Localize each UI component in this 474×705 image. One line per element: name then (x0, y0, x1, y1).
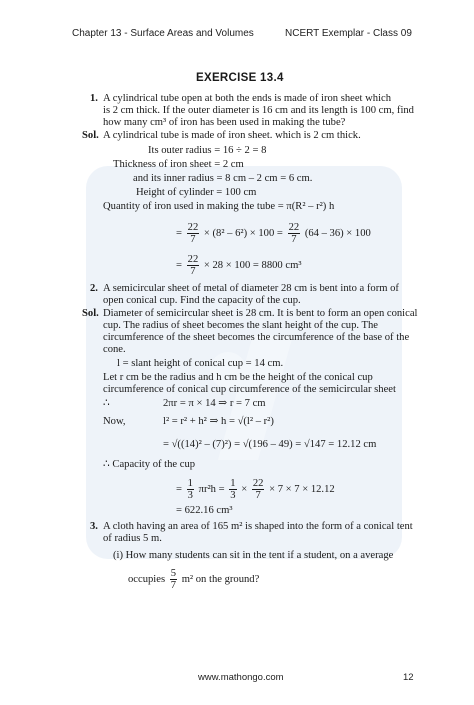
sol1-line-3: Thickness of iron sheet = 2 cm (113, 159, 244, 170)
fraction-1-3: $\frac{1}{3}$ (230, 478, 236, 501)
sol2-now: Now, (103, 416, 126, 427)
sol1-line-2: Its outer radius = 16 ÷ 2 = 8 (148, 145, 267, 156)
q2-line-1: A semicircular sheet of metal of diameter 28 cm is bent into a form of (103, 283, 399, 294)
sol1-line-1: A cylindrical tube is made of iron sheet. which is 2 cm thick. (103, 130, 361, 141)
sol1-line-6: Quantity of iron used in making the tube = π(R² – r²) h (103, 201, 335, 212)
sol2-line-6: Let r cm be the radius and h cm be the height of the conical cup (103, 372, 373, 383)
header-book: NCERT Exemplar - Class 09 (285, 28, 412, 39)
sol2-therefore: ∴ (103, 398, 110, 409)
fraction-22-7: $\frac{22}{7}$ (288, 222, 300, 245)
footer-url: www.mathongo.com (198, 672, 284, 683)
exercise-title: EXERCISE 13.4 (196, 72, 284, 84)
footer-page-number: 12 (403, 672, 414, 683)
sol2-line-10: = √((14)² – (7)²) = √(196 – 49) = √147 = 12.12 cm (163, 439, 377, 450)
q1-line-1: A cylindrical tube open at both the ends is made of iron sheet which (103, 93, 392, 104)
sol1-eq2: = $\frac{22}{7}$ × 28 × 100 = 8800 cm³ (176, 254, 302, 277)
fraction-5-7: $\frac{5}{7}$ (170, 568, 177, 591)
q3-part-i: (i) How many students can sit in the tent if a student, on a average (113, 550, 394, 561)
q1-line-3: how many cm³ of iron has been used in making the tube? (103, 117, 346, 128)
q3-part-i-cont: occupies $\frac{5}{7}$ m² on the ground? (128, 568, 260, 591)
sol2-label: Sol. (82, 308, 99, 319)
sol2-line-2: cup. The radius of sheet becomes the slant height of the cup. The (103, 320, 378, 331)
q3-number: 3. (90, 521, 98, 532)
sol2-capacity-eq: = $\frac{1}{3}$ πr²h = $\frac{1}{3}$ × $\frac{22}{7}$ × 7 × 7 × 12.12 (176, 478, 335, 501)
sol2-line-9: l² = r² + h² ⇒ h = √(l² – r²) (163, 416, 274, 427)
sol2-line-8: 2πr = π × 14 ⇒ r = 7 cm (163, 398, 266, 409)
sol2-line-11: ∴ Capacity of the cup (103, 459, 196, 470)
fraction-22-7: $\frac{22}{7}$ (252, 478, 264, 501)
fraction-1-3: $\frac{1}{3}$ (187, 478, 193, 501)
sol2-line-3: circumference of the sheet becomes the circumference of the base of the (103, 332, 410, 343)
sol2-line-4: cone. (103, 344, 126, 355)
sol2-line-5: l = slant height of conical cup = 14 cm. (117, 358, 284, 369)
q3-line-1: A cloth having an area of 165 m² is shaped into the form of a conical tent (103, 521, 413, 532)
sol1-eq1: = $\frac{22}{7}$ × (8² – 6²) × 100 = $\frac{22}{7}$ (64 – 36) × 100 (176, 222, 371, 245)
fraction-22-7: $\frac{22}{7}$ (187, 254, 199, 277)
fraction-22-7: $\frac{22}{7}$ (187, 222, 199, 245)
q2-number: 2. (90, 283, 98, 294)
sol2-line-1: Diameter of semicircular sheet is 28 cm. It is bent to form an open conical (103, 308, 418, 319)
sol2-line-7: circumference of conical cup circumference of the semicircular sheet (103, 384, 396, 395)
q2-line-2: open conical cup. Find the capacity of the cup. (103, 295, 301, 306)
sol2-line-12: = 622.16 cm³ (176, 505, 233, 516)
sol1-line-5: Height of cylinder = 100 cm (136, 187, 257, 198)
header-chapter: Chapter 13 - Surface Areas and Volumes (72, 28, 254, 39)
q1-number: 1. (90, 93, 98, 104)
q1-line-2: is 2 cm thick. If the outer diameter is 16 cm and its length is 100 cm, find (103, 105, 414, 116)
sol1-line-4: and its inner radius = 8 cm – 2 cm = 6 cm. (133, 173, 313, 184)
sol1-label: Sol. (82, 130, 99, 141)
q3-line-2: of radius 5 m. (103, 533, 162, 544)
